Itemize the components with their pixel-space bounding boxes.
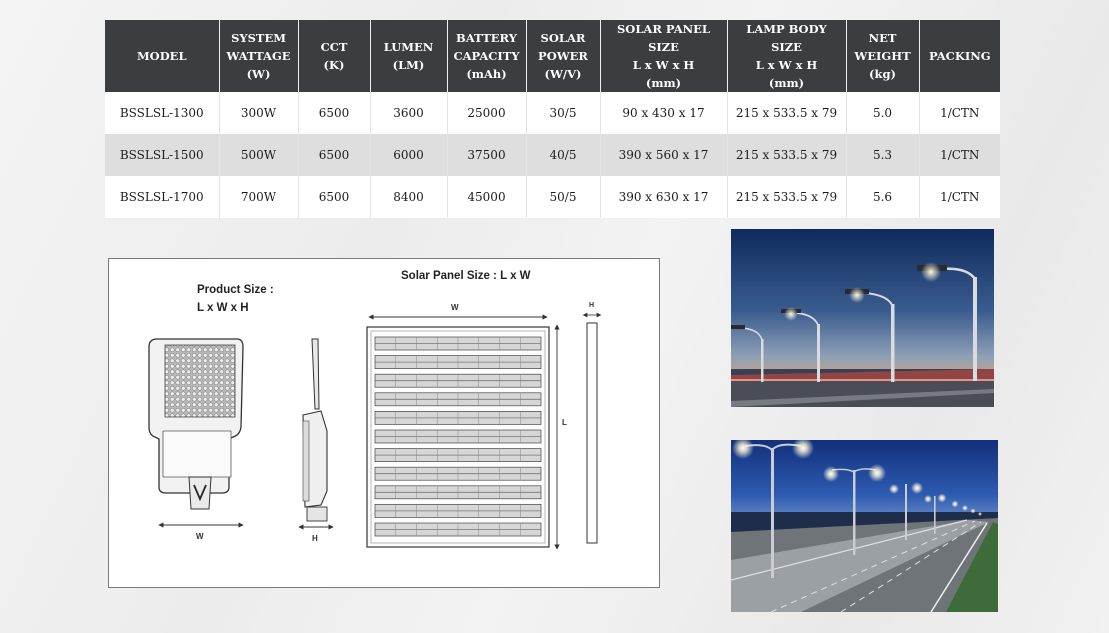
cell-solar-power: 30/5 bbox=[526, 92, 600, 134]
panel-size-label: Solar Panel Size : L x W bbox=[401, 270, 531, 282]
header-packing: PACKING bbox=[919, 20, 1000, 92]
header-solar-panel-size: SOLAR PANEL SIZE L x W x H (mm) bbox=[600, 20, 727, 92]
header-lumen: LUMEN (LM) bbox=[370, 20, 447, 92]
table-row bbox=[105, 176, 1000, 218]
cell-lumen: 8400 bbox=[370, 176, 447, 218]
cell-lumen: 6000 bbox=[370, 134, 447, 176]
header-model: MODEL bbox=[105, 20, 219, 92]
cell-packing: 1/CTN bbox=[919, 92, 1000, 134]
street-light-photo-highway bbox=[731, 440, 998, 612]
header-solar-power: SOLAR POWER (W/V) bbox=[526, 20, 600, 92]
cell-body-size: 215 x 533.5 x 79 bbox=[727, 176, 846, 218]
cell-panel-size: 90 x 430 x 17 bbox=[600, 92, 727, 134]
street-lamp-front-drawing bbox=[149, 339, 243, 525]
street-light-photo-dusk bbox=[731, 229, 994, 407]
cell-solar-power: 50/5 bbox=[526, 176, 600, 218]
table-header-row bbox=[105, 20, 1000, 92]
cell-weight: 5.6 bbox=[846, 176, 919, 218]
cell-battery: 45000 bbox=[447, 176, 526, 218]
header-system-wattage: SYSTEM WATTAGE (W) bbox=[219, 20, 298, 92]
cell-packing: 1/CTN bbox=[919, 134, 1000, 176]
header-net-weight: NET WEIGHT (kg) bbox=[846, 20, 919, 92]
cell-body-size: 215 x 533.5 x 79 bbox=[727, 92, 846, 134]
cell-model: BSSLSL-1300 bbox=[105, 92, 219, 134]
solar-panel-drawing bbox=[367, 327, 549, 547]
panel-thickness-dim-label: H bbox=[589, 302, 595, 309]
cell-wattage: 700W bbox=[219, 176, 298, 218]
product-size-dims: L x W x H bbox=[197, 302, 249, 314]
cell-packing: 1/CTN bbox=[919, 176, 1000, 218]
panel-width-dim-label: W bbox=[451, 303, 459, 312]
cell-battery: 37500 bbox=[447, 134, 526, 176]
cell-weight: 5.0 bbox=[846, 92, 919, 134]
lamp-width-dim-label: W bbox=[196, 532, 204, 541]
cell-body-size: 215 x 533.5 x 79 bbox=[727, 134, 846, 176]
cell-cct: 6500 bbox=[298, 92, 370, 134]
solar-panel-side-drawing bbox=[587, 323, 597, 543]
dimension-drawing bbox=[108, 258, 660, 588]
cell-lumen: 3600 bbox=[370, 92, 447, 134]
cell-model: BSSLSL-1700 bbox=[105, 176, 219, 218]
cell-cct: 6500 bbox=[298, 176, 370, 218]
panel-length-dim-label: L bbox=[562, 418, 567, 427]
cell-wattage: 300W bbox=[219, 92, 298, 134]
header-cct: CCT (K) bbox=[298, 20, 370, 92]
spec-table bbox=[105, 20, 1000, 218]
cell-model: BSSLSL-1500 bbox=[105, 134, 219, 176]
cell-wattage: 500W bbox=[219, 134, 298, 176]
cell-weight: 5.3 bbox=[846, 134, 919, 176]
table-row bbox=[105, 134, 1000, 176]
street-lamp-side-drawing bbox=[301, 339, 331, 527]
technical-drawing-svg bbox=[109, 259, 659, 587]
lamp-height-dim-label: H bbox=[312, 534, 318, 543]
product-size-label: Product Size : bbox=[197, 284, 274, 296]
street-light-photo-highway-svg bbox=[731, 440, 998, 612]
cell-panel-size: 390 x 630 x 17 bbox=[600, 176, 727, 218]
cell-panel-size: 390 x 560 x 17 bbox=[600, 134, 727, 176]
cell-solar-power: 40/5 bbox=[526, 134, 600, 176]
cell-battery: 25000 bbox=[447, 92, 526, 134]
street-light-photo-dusk-svg bbox=[731, 229, 994, 407]
cell-cct: 6500 bbox=[298, 134, 370, 176]
table-row bbox=[105, 92, 1000, 134]
header-battery-capacity: BATTERY CAPACITY (mAh) bbox=[447, 20, 526, 92]
header-lamp-body-size: LAMP BODY SIZE L x W x H (mm) bbox=[727, 20, 846, 92]
